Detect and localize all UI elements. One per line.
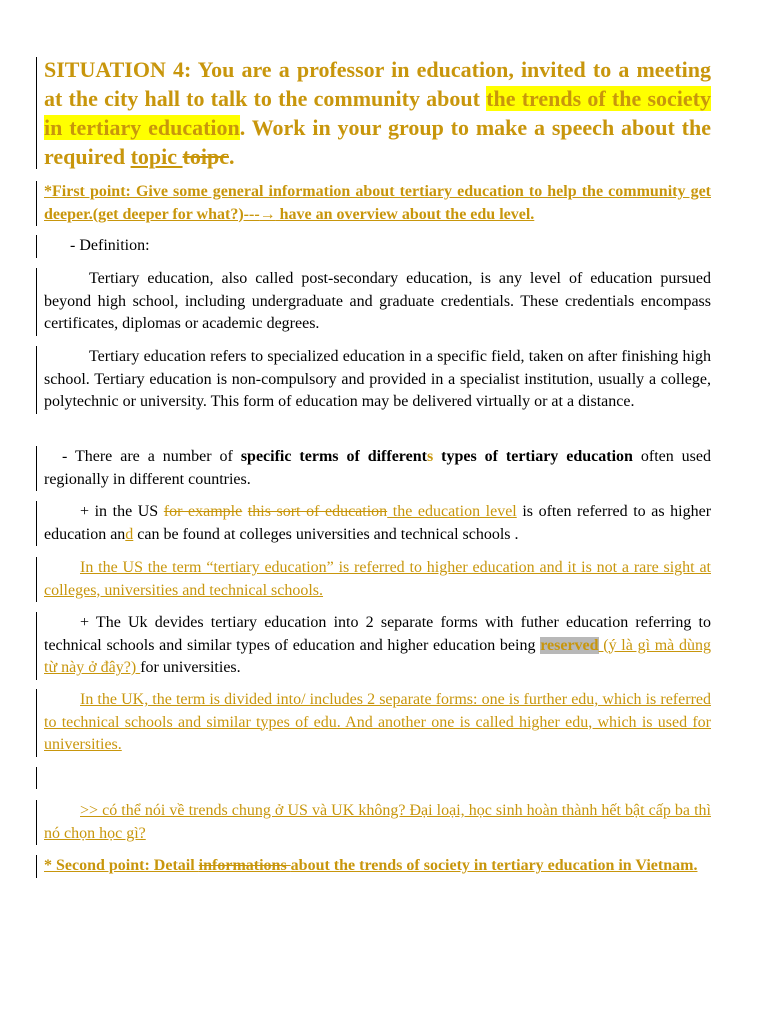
heading-text-c: . Work in your group to make a speech about the required — [44, 115, 711, 169]
definition-paragraph-1 — [44, 268, 711, 336]
second-point-text-a: * Second point: Detail — [44, 857, 199, 874]
question-note — [44, 800, 711, 845]
heading-period: . — [229, 144, 235, 169]
uk-revision-text: In the UK, the term is divided into/ includes 2 separate forms: one is further edu, which is referred to technical schools and similar types of edu. And another one is called higher edu, which is used for universities. — [44, 691, 711, 753]
terms-bold-b: types of tertiary education — [433, 448, 633, 465]
us-paragraph — [44, 501, 711, 546]
uk-comment: (ý là gì mà dùng từ này ở đây?) — [44, 636, 712, 676]
uk-revision-note — [44, 689, 711, 757]
second-point-deleted: informations — [198, 857, 291, 874]
terms-text-a: - There are a number of — [62, 448, 241, 465]
us-revision-note — [44, 557, 711, 602]
first-point-text: *First point: Give some general information about tertiary education to help the community get deeper.(get deeper for what?)--- — [44, 183, 711, 223]
us-text-f: is often referred to as higher education an — [44, 503, 712, 543]
uk-text-a: + The Uk devides tertiary education into 2 separate forms with futher education referring to technical schools and similar types of education and higher education being — [44, 614, 711, 654]
terms-inserted-s: s — [426, 448, 434, 465]
us-text-a: + in the US — [80, 503, 164, 520]
definition-paragraph-2-text: Tertiary education refers to specialized education in a specific field, taken on after finishing high school. Tertiary education is non-compulsory and provided in a specialist institution, usually a college, polytechnic or university. This form of education may be delivered virtually or at a distance. — [44, 348, 711, 410]
us-deleted-sort: this sort of education — [247, 503, 388, 520]
definition-label — [44, 235, 711, 258]
terms-paragraph — [44, 446, 711, 491]
uk-text-d: for universities. — [140, 659, 241, 676]
us-revision-text: In the US the term “tertiary education” is referred to higher education and it is not a rare sight at colleges, universities and technical schools. — [44, 559, 711, 599]
uk-highlight-reserved: reserved — [540, 636, 599, 654]
first-point — [44, 181, 711, 226]
terms-bold-a: specific terms of different — [240, 448, 427, 465]
heading-highlight: the trends of the society in tertiary education — [44, 86, 712, 140]
definition-paragraph-1-text: Tertiary education, also called post-secondary education, is any level of education pursued beyond high school, including undergraduate and graduate credentials. These credentials encompass certificates, diplomas or academic degrees. — [44, 270, 711, 332]
empty-paragraph — [44, 767, 711, 789]
heading-deleted-typo: toipc — [182, 144, 229, 169]
definition-label-text: - Definition: — [70, 237, 150, 254]
us-inserted-level: the education level — [387, 503, 517, 520]
second-point-text-c: about the trends of society in tertiary education in Vietnam. — [290, 857, 698, 874]
question-text: >> có thể nói về trends chung ở US và UK không? Đại loại, học sinh hoàn thành hết bật cấp ba thì nó chọn học gì? — [44, 802, 711, 842]
situation-heading — [44, 55, 711, 171]
second-point — [44, 855, 711, 878]
heading-text-a: SITUATION 4: You are a professor in education, invited to a meeting at the city hall to talk to the community about — [44, 57, 711, 111]
uk-paragraph — [44, 612, 711, 680]
us-deleted-for-example: for example — [163, 503, 243, 520]
us-text-h: can be found at colleges universities and technical schools . — [133, 525, 519, 543]
arrow-icon: → — [259, 205, 276, 223]
us-inserted-d: d — [125, 525, 134, 543]
definition-paragraph-2 — [44, 346, 711, 414]
heading-inserted-topic: topic — [130, 144, 183, 169]
first-point-tail: have an overview about the edu level. — [275, 205, 535, 223]
terms-text-e: often used regionally in different countries. — [44, 448, 712, 488]
